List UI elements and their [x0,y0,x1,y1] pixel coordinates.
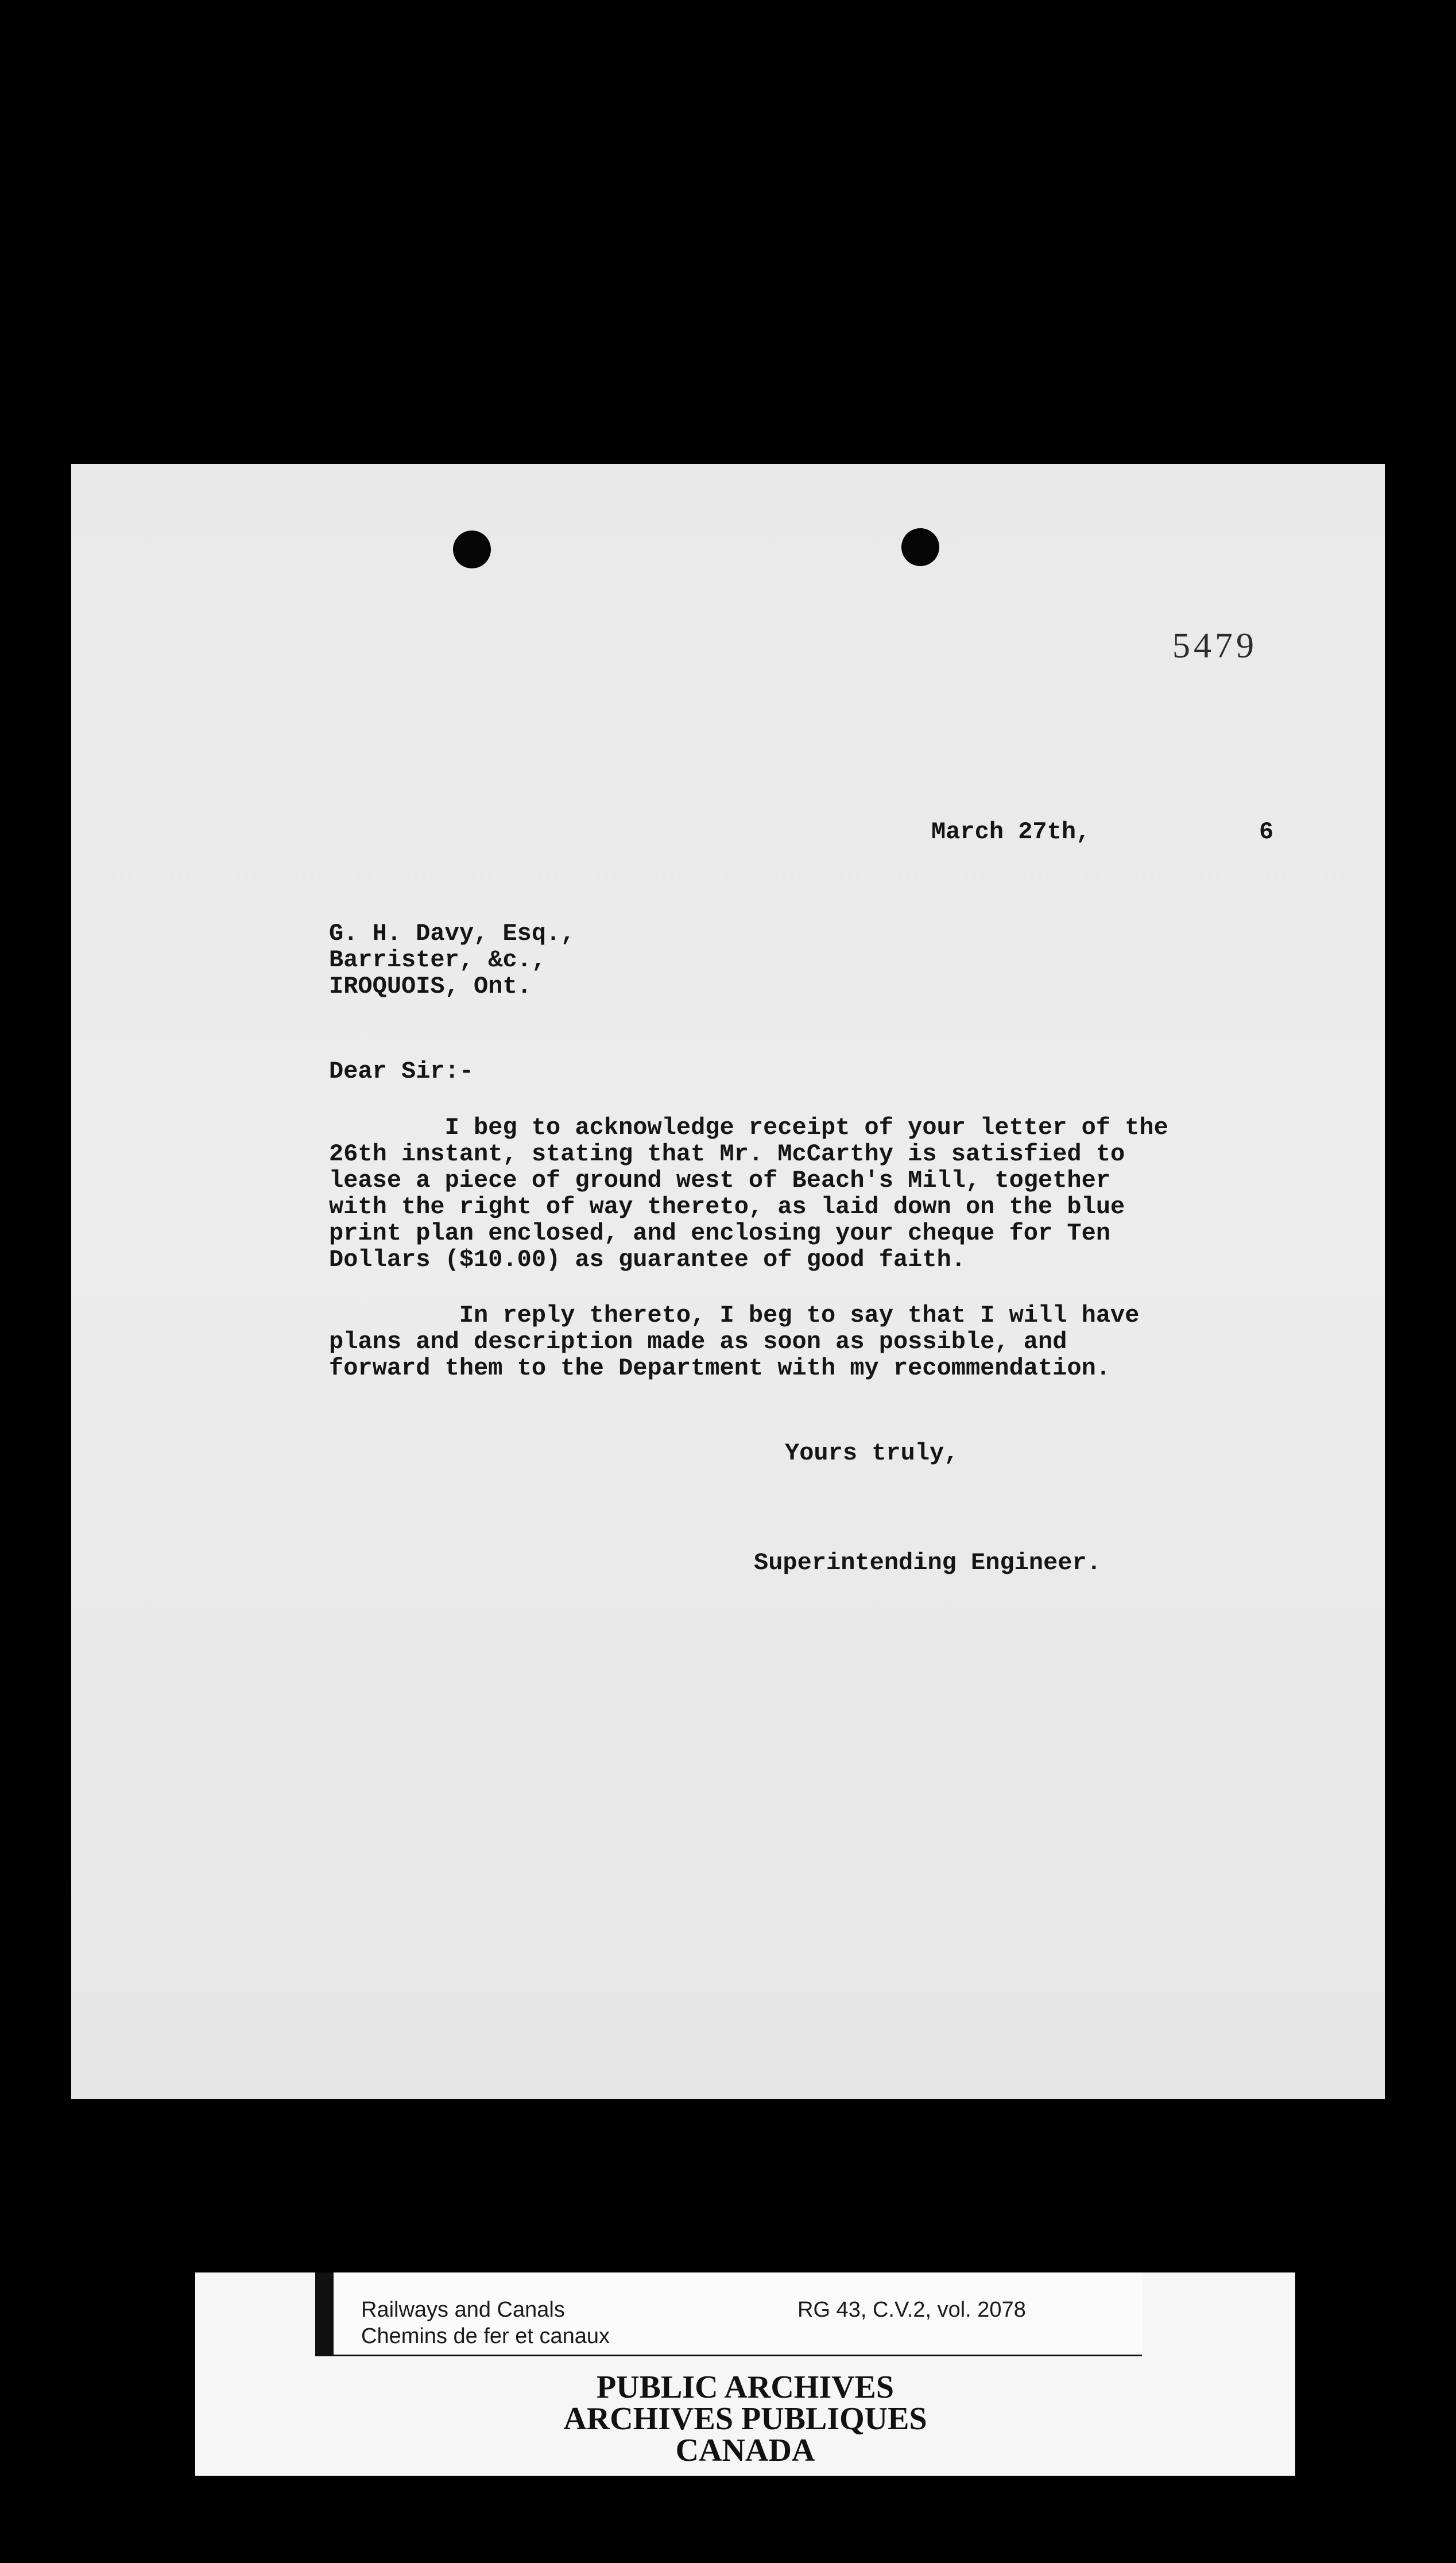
text-line: lease a piece of ground west of Beach's Mill, together [329,1167,1111,1194]
page-number: 6 [1259,818,1274,846]
text-line: with the right of way thereto, as laid down on the blue [329,1193,1125,1221]
address-line: Barrister, &c., [329,946,547,974]
letter-date: March 27th, [931,818,1091,846]
text-line: print plan enclosed, and enclosing your cheque for Ten [329,1219,1111,1247]
label-header-frame [315,2272,1142,2356]
signature-title: Superintending Engineer. [754,1549,1101,1577]
document-number: 5479 [1172,626,1257,665]
text-line: 26th instant, stating that Mr. McCarthy is satisfied to [329,1140,1125,1168]
punch-hole [901,528,939,566]
salutation: Dear Sir:- [329,1058,474,1085]
punch-hole [453,531,491,568]
archive-label [195,2272,1295,2476]
label-header [334,2272,1142,2355]
archive-name-english: PUBLIC ARCHIVES [596,2370,894,2405]
body-paragraph-1 [329,1114,1168,1273]
text-line: forward them to the Department with my recommendation. [329,1354,1111,1382]
letter-page [71,464,1385,2099]
department-french: Chemins de fer et canaux [361,2324,610,2348]
archive-country: CANADA [675,2433,815,2468]
body-paragraph-2 [329,1302,1139,1381]
text-line: plans and description made as soon as possible, and [329,1328,1067,1356]
text-line: In reply thereto, I beg to say that I will have [329,1302,1140,1329]
department-english: Railways and Canals [361,2298,565,2322]
address-line: G. H. Davy, Esq., [329,920,575,947]
address-line: IROQUOIS, Ont. [329,973,532,1000]
archive-name-french: ARCHIVES PUBLIQUES [563,2401,927,2437]
complimentary-close: Yours truly, [785,1439,959,1467]
text-line: Dollars ($10.00) as guarantee of good faith. [329,1246,966,1273]
archive-reference: RG 43, C.V.2, vol. 2078 [797,2298,1026,2322]
text-line: I beg to acknowledge receipt of your letter of the [329,1114,1168,1141]
recipient-address [329,920,575,1000]
